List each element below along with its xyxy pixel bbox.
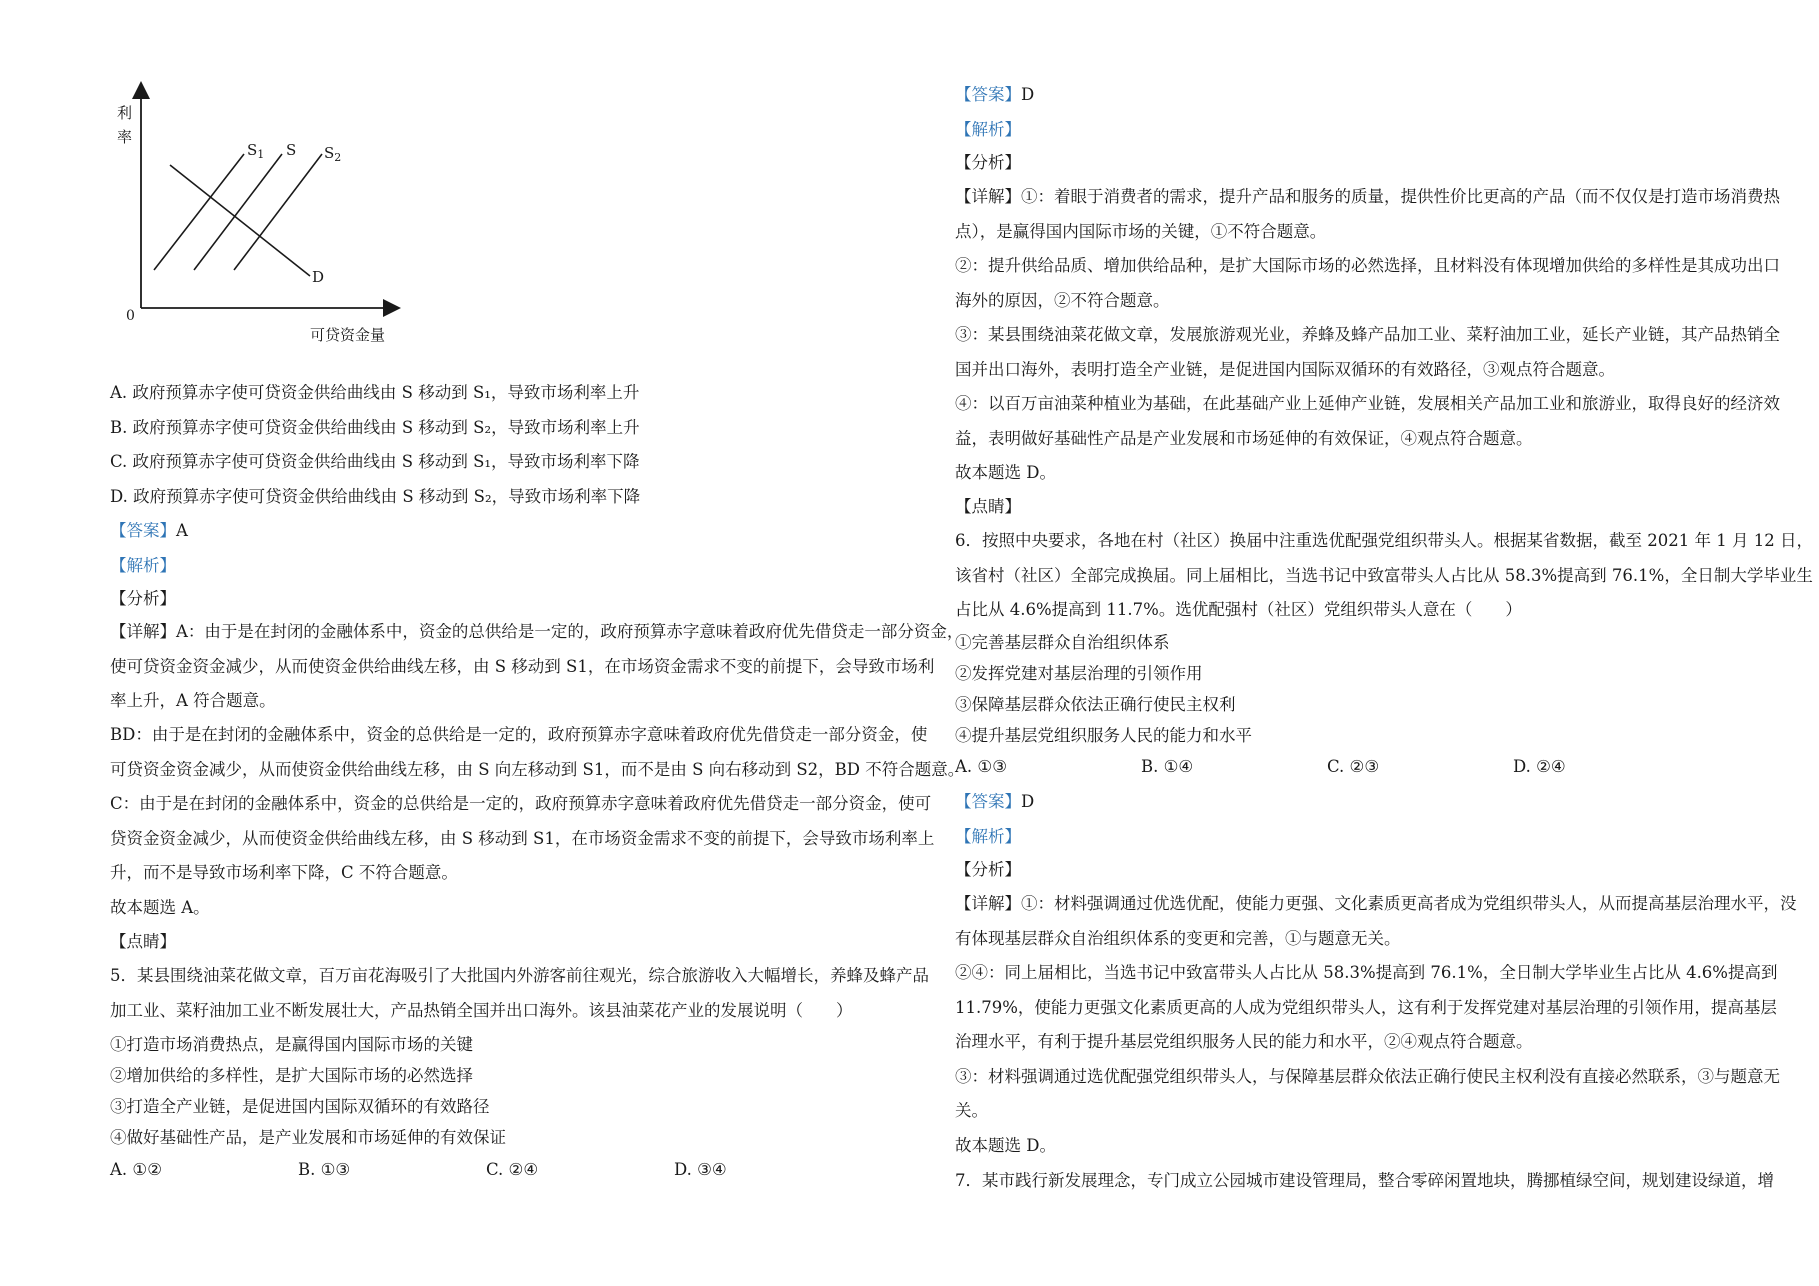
q6-answer bbox=[955, 791, 1034, 813]
q6-detail-line: 【详解】①：材料强调通过优选优配，使能力更强、文化素质更高者成为党组织带头人，从而提高基层治理水平，没 bbox=[955, 894, 1797, 913]
label-s2: $S_2$ bbox=[324, 144, 342, 164]
q5-detail-line: 点），是赢得国内国际市场的关键，①不符合题意。 bbox=[955, 222, 1327, 241]
q6-detail-line: ②④：同上届相比，当选书记中致富带头人占比从 58.3%提高到 76.1%，全日制大学毕业生占比从 4.6%提高到 bbox=[955, 963, 1778, 982]
q4-detail-line: 可贷资金资金减少，从而使资金供给曲线左移，由 S 向左移动到 S1，而不是由 S 向右移动到 S2，BD 不符合题意。 bbox=[110, 760, 965, 779]
q4-conclusion: 故本题选 A。 bbox=[110, 898, 210, 917]
q6-stem-line: 占比从 4.6%提高到 11.7%。选优配强村（社区）党组织带头人意在（ ） bbox=[955, 600, 1522, 619]
q5-dianjing: 【点睛】 bbox=[955, 497, 1021, 516]
q5-fenxi: 【分析】 bbox=[955, 153, 1021, 172]
q4-dianjing: 【点睛】 bbox=[110, 932, 176, 951]
q6-fenxi: 【分析】 bbox=[955, 860, 1021, 879]
q4-option-c: C. 政府预算赤字使可贷资金供给曲线由 S 移动到 S₁，导致市场利率下降 bbox=[110, 452, 640, 471]
q6-option-b: B. ①④ bbox=[1141, 757, 1194, 776]
q6-item: ②发挥党建对基层治理的引领作用 bbox=[955, 664, 1203, 683]
answer-tag: 【答案】 bbox=[110, 521, 176, 540]
q5-option-a: A. ①② bbox=[110, 1160, 162, 1179]
q4-detail-line: 使可贷资金资金减少，从而使资金供给曲线左移，由 S 移动到 S1，在市场资金需求不变的前提下，会导致市场利 bbox=[110, 657, 935, 676]
q7-stem-line: 7．某市践行新发展理念，专门成立公园城市建设管理局，整合零碎闲置地块，腾挪植绿空间，规划建设绿道，增 bbox=[955, 1171, 1774, 1190]
q6-option-c: C. ②③ bbox=[1327, 757, 1380, 776]
q5-conclusion: 故本题选 D。 bbox=[955, 463, 1056, 482]
curve-s bbox=[194, 154, 282, 270]
q6-item: ④提升基层党组织服务人民的能力和水平 bbox=[955, 726, 1252, 745]
q4-detail-line: 率上升，A 符合题意。 bbox=[110, 691, 276, 710]
curve-s2 bbox=[234, 154, 322, 270]
q6-option-d: D. ②④ bbox=[1513, 757, 1566, 776]
q5-option-c: C. ②④ bbox=[486, 1160, 539, 1179]
q6-detail-line: 11.79%，使能力更强文化素质更高的人成为党组织带头人，这有利于发挥党建对基层治理的引领作用，提高基层 bbox=[955, 998, 1777, 1017]
q5-detail-line: 海外的原因，②不符合题意。 bbox=[955, 291, 1170, 310]
answer-value: D bbox=[1021, 85, 1035, 104]
q5-option-b: B. ①③ bbox=[298, 1160, 351, 1179]
q4-answer bbox=[110, 520, 188, 542]
q5-item: ④做好基础性产品，是产业发展和市场延伸的有效保证 bbox=[110, 1128, 506, 1147]
q6-conclusion: 故本题选 D。 bbox=[955, 1136, 1056, 1155]
q5-stem-line: 5．某县围绕油菜花做文章，百万亩花海吸引了大批国内外游客前往观光，综合旅游收入大幅增长，养蜂及蜂产品 bbox=[110, 966, 929, 985]
q6-detail-line: 关。 bbox=[955, 1101, 988, 1120]
q5-detail-line: 国并出口海外，表明打造全产业链，是促进国内国际双循环的有效路径，③观点符合题意。 bbox=[955, 360, 1615, 379]
label-d: D bbox=[312, 268, 325, 286]
q5-answer bbox=[955, 84, 1034, 106]
q6-detail-line: 有体现基层群众自治组织体系的变更和完善，①与题意无关。 bbox=[955, 929, 1401, 948]
q5-jiexi-tag: 【解析】 bbox=[955, 120, 1021, 139]
supply-demand-figure bbox=[110, 80, 430, 360]
q5-item: ①打造市场消费热点，是赢得国内国际市场的关键 bbox=[110, 1035, 473, 1054]
q4-fenxi: 【分析】 bbox=[110, 589, 176, 608]
q5-detail-line: ②：提升供给品质、增加供给品种，是扩大国际市场的必然选择，且材料没有体现增加供给的多样性是其成功出口 bbox=[955, 256, 1780, 275]
q6-item: ①完善基层群众自治组织体系 bbox=[955, 633, 1170, 652]
q6-option-a: A. ①③ bbox=[955, 757, 1007, 776]
q5-stem-line: 加工业、菜籽油加工业不断发展壮大，产品热销全国并出口海外。该县油菜花产业的发展说明（ ） bbox=[110, 1001, 853, 1020]
q6-item: ③保障基层群众依法正确行使民主权利 bbox=[955, 695, 1236, 714]
q6-detail-line: ③：材料强调通过选优配强党组织带头人，与保障基层群众依法正确行使民主权利没有直接必然联系，③与题意无 bbox=[955, 1067, 1780, 1086]
curve-d bbox=[170, 165, 310, 276]
q5-item: ③打造全产业链，是促进国内国际双循环的有效路径 bbox=[110, 1097, 490, 1116]
q5-detail-line: ③：某县围绕油菜花做文章，发展旅游观光业，养蜂及蜂产品加工业、菜籽油加工业，延长产业链，其产品热销全 bbox=[955, 325, 1780, 344]
q6-detail-line: 治理水平，有利于提升基层党组织服务人民的能力和水平，②④观点符合题意。 bbox=[955, 1032, 1533, 1051]
q4-detail-line: 升，而不是导致市场利率下降，C 不符合题意。 bbox=[110, 863, 458, 882]
q4-option-d: D. 政府预算赤字使可贷资金供给曲线由 S 移动到 S₂，导致市场利率下降 bbox=[110, 487, 641, 506]
q6-stem-line: 6．按照中央要求，各地在村（社区）换届中注重选优配强党组织带头人。根据某省数据，截至 2021 年 1 月 12 日， bbox=[955, 531, 1813, 550]
answer-tag: 【答案】 bbox=[955, 792, 1021, 811]
y-axis-label-char1: 利 bbox=[117, 104, 133, 122]
label-s1: $S_1$ bbox=[247, 141, 265, 161]
q4-detail-line: C：由于是在封闭的金融体系中，资金的总供给是一定的，政府预算赤字意味着政府优先借贷走一部分资金，使可 bbox=[110, 794, 932, 813]
origin-label: 0 bbox=[126, 308, 135, 324]
q5-option-d: D. ③④ bbox=[674, 1160, 727, 1179]
x-axis-label: 可贷资金量 bbox=[310, 326, 386, 344]
q5-item: ②增加供给的多样性，是扩大国际市场的必然选择 bbox=[110, 1066, 473, 1085]
figure-svg bbox=[110, 80, 430, 360]
answer-value: A bbox=[176, 521, 188, 540]
q4-detail-line: 贷资金资金减少，从而使资金供给曲线左移，由 S 移动到 S1，在市场资金需求不变的前提下，会导致市场利率上 bbox=[110, 829, 935, 848]
q4-detail-line: BD：由于是在封闭的金融体系中，资金的总供给是一定的，政府预算赤字意味着政府优先借贷走一部分资金，使 bbox=[110, 725, 928, 744]
q4-option-b: B. 政府预算赤字使可贷资金供给曲线由 S 移动到 S₂，导致市场利率上升 bbox=[110, 418, 640, 437]
q4-jiexi-tag: 【解析】 bbox=[110, 556, 176, 575]
q5-detail-line: ④：以百万亩油菜种植业为基础，在此基础产业上延伸产业链，发展相关产品加工业和旅游业，取得良好的经济效 bbox=[955, 394, 1780, 413]
y-axis-label-char2: 率 bbox=[117, 128, 133, 146]
q5-detail-line: 【详解】①：着眼于消费者的需求，提升产品和服务的质量，提供性价比更高的产品（而不仅仅是打造市场消费热 bbox=[955, 187, 1780, 206]
label-s: S bbox=[286, 141, 297, 159]
q4-option-a: A. 政府预算赤字使可贷资金供给曲线由 S 移动到 S₁，导致市场利率上升 bbox=[110, 383, 640, 402]
answer-tag: 【答案】 bbox=[955, 85, 1021, 104]
q5-detail-line: 益，表明做好基础性产品是产业发展和市场延伸的有效保证，④观点符合题意。 bbox=[955, 429, 1533, 448]
answer-value: D bbox=[1021, 792, 1035, 811]
q6-jiexi-tag: 【解析】 bbox=[955, 827, 1021, 846]
q4-detail-line: 【详解】A：由于是在封闭的金融体系中，资金的总供给是一定的，政府预算赤字意味着政府优先借贷走一部分资金， bbox=[110, 622, 964, 641]
q6-stem-line: 该省村（社区）全部完成换届。同上届相比，当选书记中致富带头人占比从 58.3%提高到 76.1%，全日制大学毕业生 bbox=[955, 566, 1813, 585]
